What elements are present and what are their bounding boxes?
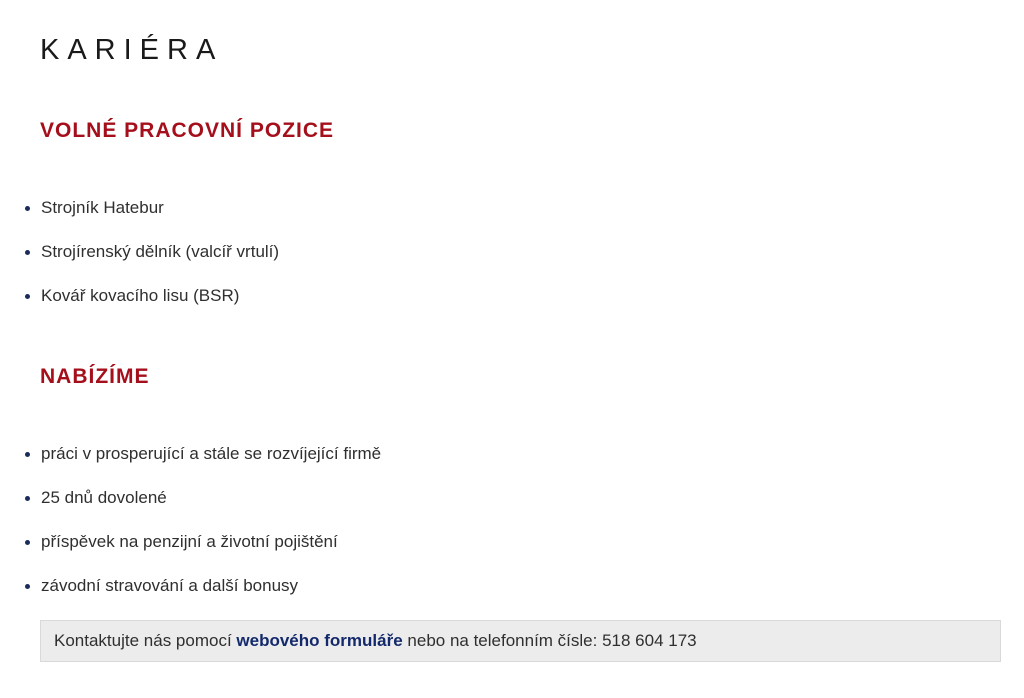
list-item-label: práci v prosperující a stále se rozvíjející firmě [41,444,382,463]
bullet-icon [25,452,30,457]
list-item [24,238,279,282]
list-item [24,440,381,484]
bullet-icon [25,540,30,545]
list-item [24,282,279,326]
contact-notice-box [40,620,1001,662]
list-item-label: Kovář kovacího lisu (BSR) [41,286,240,305]
bullet-icon [25,294,30,299]
list-item-label: Strojírenský dělník (valcíř vrtulí) [41,242,280,261]
we-offer-list [24,440,381,616]
page-title: KARIÉRA [40,34,224,66]
bullet-icon [25,584,30,589]
bullet-icon [25,250,30,255]
list-item [24,194,279,238]
section-heading-open-positions: VOLNÉ PRACOVNÍ POZICE [40,119,335,142]
bullet-icon [25,206,30,211]
list-item-label: Strojník Hatebur [41,198,164,217]
contact-text-before: Kontaktujte nás pomocí [54,631,232,650]
list-item-label: příspěvek na penzijní a životní pojištění [41,532,338,551]
list-item-label: závodní stravování a další bonusy [41,576,299,595]
list-item [24,572,381,616]
list-item-label: 25 dnů dovolené [41,488,167,507]
web-form-link[interactable]: webového formuláře [236,631,403,650]
contact-text-after: nebo na telefonním čísle: 518 604 173 [407,631,697,650]
section-heading-we-offer: NABÍZÍME [40,365,150,388]
open-positions-list [24,194,279,326]
bullet-icon [25,496,30,501]
list-item [24,528,381,572]
list-item [24,484,381,528]
